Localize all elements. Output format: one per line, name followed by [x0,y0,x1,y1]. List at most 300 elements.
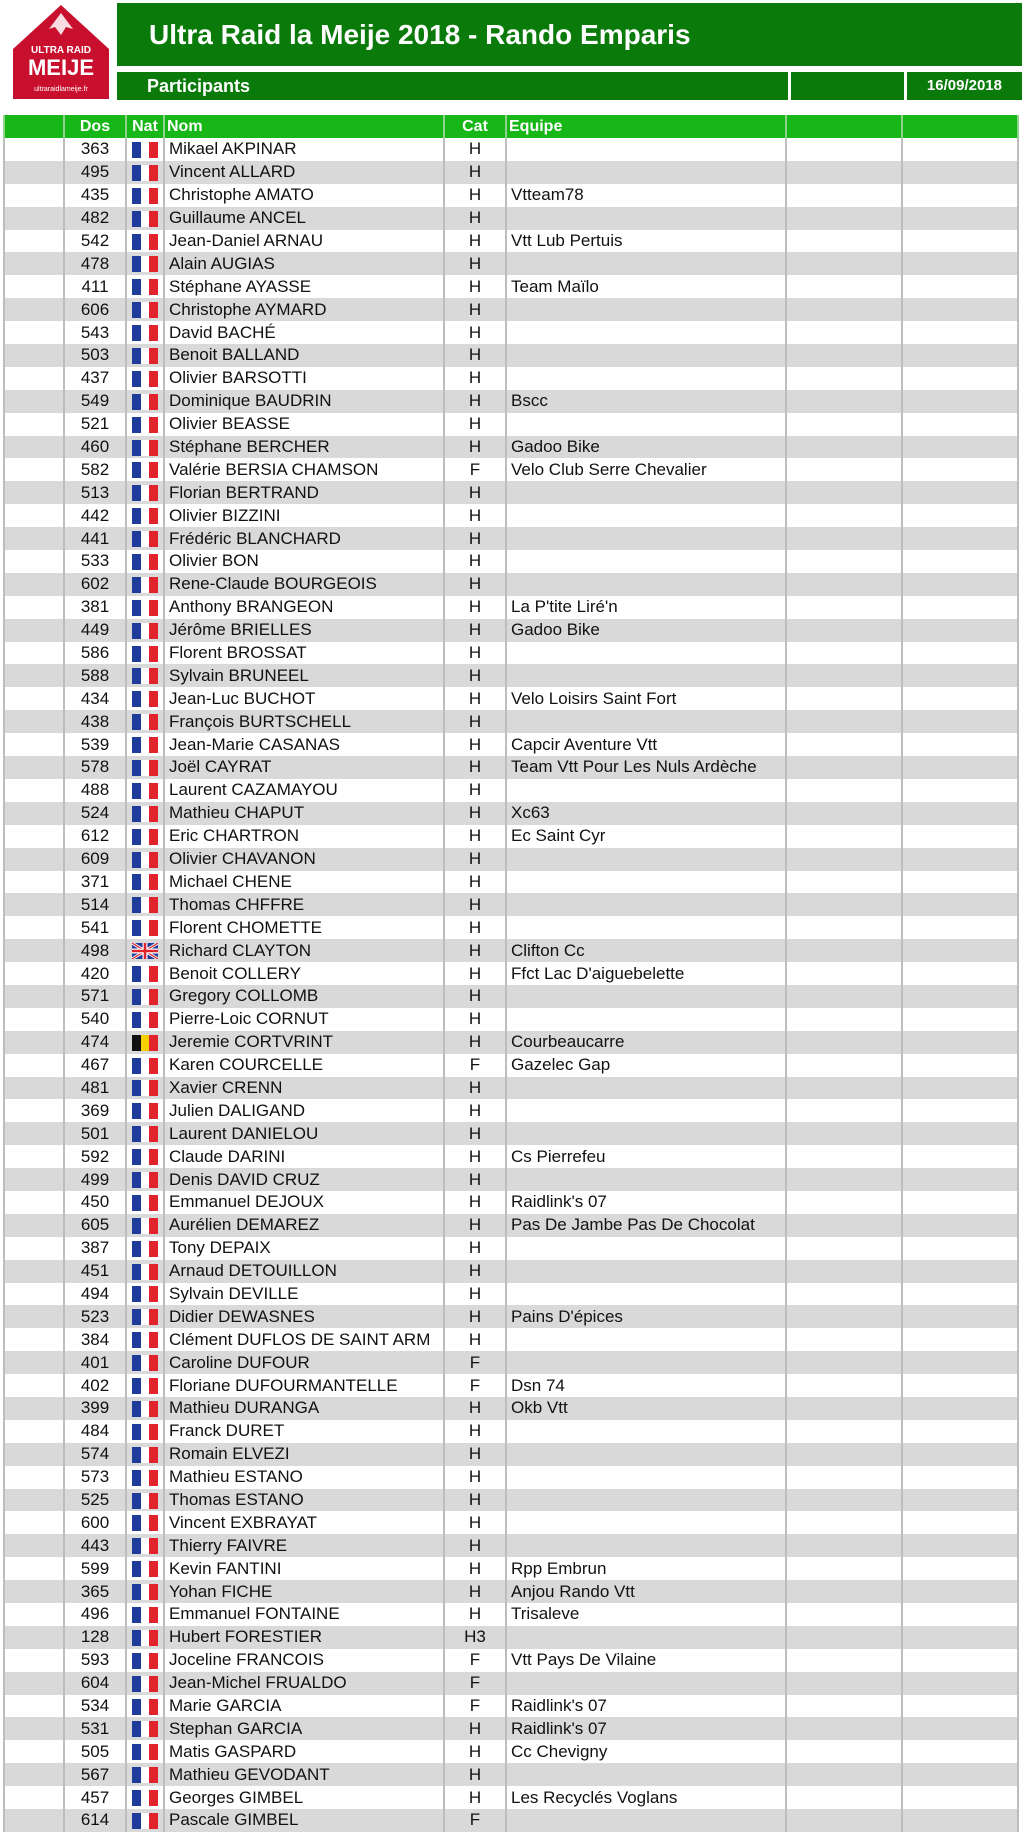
flag-fra-icon [132,1149,158,1165]
row-nom: Romain ELVEZI [164,1443,444,1466]
flag-fra-icon [132,1744,158,1760]
row-dos: 505 [64,1740,126,1763]
row-blank [4,1626,64,1649]
row-dos: 460 [64,436,126,459]
row-blank [4,733,64,756]
row-cat: F [444,1054,506,1077]
row-equipe [506,779,786,802]
row-nom: Didier DEWASNES [164,1305,444,1328]
row-nat [126,1603,164,1626]
row-nat [126,481,164,504]
row-nat [126,504,164,527]
row-blank [4,230,64,253]
row-dos: 543 [64,321,126,344]
row-blank-3 [902,1740,1018,1763]
row-blank-2 [786,1786,902,1809]
flag-bel-icon [132,1035,158,1051]
row-nom: Anthony BRANGEON [164,596,444,619]
table-row [4,1466,1018,1489]
row-blank-3 [902,1374,1018,1397]
row-cat: H [444,252,506,275]
row-cat: H [444,1168,506,1191]
flag-fra-icon [132,966,158,982]
row-blank-3 [902,1420,1018,1443]
row-nat [126,1443,164,1466]
table-row [4,1695,1018,1718]
row-blank [4,390,64,413]
row-blank [4,1283,64,1306]
row-blank [4,1237,64,1260]
flag-fra-icon [132,1630,158,1646]
row-nat [126,1031,164,1054]
flag-fra-icon [132,1378,158,1394]
row-dos: 571 [64,985,126,1008]
row-nat [126,939,164,962]
row-nom: Pierre-Loic CORNUT [164,1008,444,1031]
table-row [4,413,1018,436]
flag-fra-icon [132,623,158,639]
row-dos: 402 [64,1374,126,1397]
row-blank [4,321,64,344]
row-nat [126,619,164,642]
row-blank-2 [786,664,902,687]
row-blank-2 [786,1031,902,1054]
row-equipe: Clifton Cc [506,939,786,962]
row-equipe [506,1008,786,1031]
row-blank-3 [902,1397,1018,1420]
flag-fra-icon [132,1538,158,1554]
table-row [4,710,1018,733]
row-dos: 450 [64,1191,126,1214]
row-blank-2 [786,504,902,527]
row-blank [4,481,64,504]
flag-fra-icon [132,989,158,1005]
flag-fra-icon [132,554,158,570]
row-nat [126,733,164,756]
table-row [4,1191,1018,1214]
row-blank-3 [902,184,1018,207]
table-row [4,298,1018,321]
row-blank-2 [786,413,902,436]
row-dos: 523 [64,1305,126,1328]
row-cat: F [444,1649,506,1672]
row-blank [4,1145,64,1168]
table-row [4,848,1018,871]
flag-fra-icon [132,1721,158,1737]
row-nom: Vincent EXBRAYAT [164,1511,444,1534]
row-blank-2 [786,481,902,504]
flag-fra-icon [132,234,158,250]
row-equipe [506,207,786,230]
table-row [4,985,1018,1008]
logo-line-3: ultraraidlameije.fr [34,86,88,93]
row-equipe: Raidlink's 07 [506,1717,786,1740]
row-nat [126,161,164,184]
flag-fra-icon [132,920,158,936]
row-cat: H [444,1489,506,1512]
row-cat: H [444,779,506,802]
row-cat: H [444,802,506,825]
table-row [4,1374,1018,1397]
row-equipe: Trisaleve [506,1603,786,1626]
row-dos: 539 [64,733,126,756]
table-row [4,275,1018,298]
row-blank-3 [902,298,1018,321]
row-nat [126,344,164,367]
row-blank-3 [902,893,1018,916]
row-nom: Jeremie CORTVRINT [164,1031,444,1054]
row-blank-2 [786,550,902,573]
flag-fra-icon [132,1493,158,1509]
row-cat: H [444,664,506,687]
table-row [4,1603,1018,1626]
flag-fra-icon [132,348,158,364]
row-blank [4,1305,64,1328]
row-dos: 593 [64,1649,126,1672]
row-nat [126,756,164,779]
row-blank [4,275,64,298]
row-nat [126,1122,164,1145]
row-blank-3 [902,687,1018,710]
flag-fra-icon [132,1286,158,1302]
row-cat: F [444,1672,506,1695]
col-blank-3 [902,115,1018,138]
row-nat [126,1466,164,1489]
table-row [4,779,1018,802]
row-dos: 582 [64,458,126,481]
row-cat: H [444,1580,506,1603]
row-blank [4,1397,64,1420]
row-dos: 498 [64,939,126,962]
table-row [4,619,1018,642]
table-row [4,596,1018,619]
row-blank-2 [786,1351,902,1374]
row-nom: Denis DAVID CRUZ [164,1168,444,1191]
flag-fra-icon [132,1699,158,1715]
row-blank-3 [902,1466,1018,1489]
row-blank-2 [786,687,902,710]
row-nom: Yohan FICHE [164,1580,444,1603]
row-blank-3 [902,733,1018,756]
row-dos: 574 [64,1443,126,1466]
row-equipe: Team Vtt Pour Les Nuls Ardèche [506,756,786,779]
row-blank [4,642,64,665]
row-blank [4,985,64,1008]
row-blank-3 [902,1763,1018,1786]
row-cat: H [444,1328,506,1351]
row-equipe [506,138,786,161]
row-blank-2 [786,1008,902,1031]
flag-fra-icon [132,1584,158,1600]
flag-fra-icon [132,1195,158,1211]
row-equipe [506,1420,786,1443]
table-row [4,1443,1018,1466]
table-row [4,916,1018,939]
flag-fra-icon [132,691,158,707]
event-logo [11,3,111,103]
row-blank [4,527,64,550]
flag-fra-icon [132,417,158,433]
row-nom: Claude DARINI [164,1145,444,1168]
row-cat: H [444,230,506,253]
row-nat [126,230,164,253]
row-nat [126,802,164,825]
row-nat [126,573,164,596]
row-blank-3 [902,436,1018,459]
row-nom: Mathieu GEVODANT [164,1763,444,1786]
table-row [4,1054,1018,1077]
row-nom: Jean-Luc BUCHOT [164,687,444,710]
table-row [4,1283,1018,1306]
row-cat: H [444,596,506,619]
row-equipe [506,298,786,321]
row-nom: Karen COURCELLE [164,1054,444,1077]
table-row [4,1626,1018,1649]
row-cat: H [444,1740,506,1763]
row-cat: H [444,527,506,550]
flag-fra-icon [132,371,158,387]
row-blank-3 [902,1054,1018,1077]
row-blank-2 [786,1740,902,1763]
row-blank-2 [786,207,902,230]
row-blank [4,413,64,436]
row-dos: 369 [64,1099,126,1122]
row-dos: 437 [64,367,126,390]
row-nat [126,1077,164,1100]
row-nom: Benoit COLLERY [164,962,444,985]
row-blank-3 [902,848,1018,871]
row-blank-3 [902,1489,1018,1512]
row-blank-2 [786,184,902,207]
row-nat [126,596,164,619]
row-dos: 503 [64,344,126,367]
flag-fra-icon [132,1012,158,1028]
row-cat: F [444,458,506,481]
row-dos: 441 [64,527,126,550]
table-row [4,321,1018,344]
row-nom: Pascale GIMBEL [164,1809,444,1832]
row-blank [4,1031,64,1054]
event-date: 16/09/2018 [907,72,1022,100]
row-cat: H [444,184,506,207]
table-row [4,802,1018,825]
row-nom: Sylvain BRUNEEL [164,664,444,687]
row-equipe [506,1626,786,1649]
row-nom: Stephan GARCIA [164,1717,444,1740]
row-equipe [506,344,786,367]
row-nom: Mathieu ESTANO [164,1466,444,1489]
row-blank [4,664,64,687]
row-blank-3 [902,1008,1018,1031]
row-equipe [506,367,786,390]
row-blank-3 [902,1351,1018,1374]
table-row [4,184,1018,207]
table-row [4,642,1018,665]
row-equipe: Vtteam78 [506,184,786,207]
row-blank-2 [786,916,902,939]
row-equipe: Gadoo Bike [506,436,786,459]
row-nom: Mathieu DURANGA [164,1397,444,1420]
row-nom: Mathieu CHAPUT [164,802,444,825]
flag-fra-icon [132,1332,158,1348]
row-cat: H [444,1557,506,1580]
row-nat [126,367,164,390]
row-dos: 449 [64,619,126,642]
row-blank [4,1786,64,1809]
row-nom: Jean-Marie CASANAS [164,733,444,756]
row-blank [4,916,64,939]
row-equipe: Gadoo Bike [506,619,786,642]
table-row [4,1168,1018,1191]
table-row [4,1031,1018,1054]
row-cat: H [444,413,506,436]
row-nom: Emmanuel FONTAINE [164,1603,444,1626]
col-blank-2 [786,115,902,138]
row-dos: 573 [64,1466,126,1489]
flag-fra-icon [132,394,158,410]
row-cat: H [444,1443,506,1466]
row-nom: Olivier CHAVANON [164,848,444,871]
table-row [4,527,1018,550]
row-blank-2 [786,1489,902,1512]
flag-fra-icon [132,1676,158,1692]
row-cat: F [444,1809,506,1832]
row-cat: H [444,573,506,596]
row-blank-3 [902,161,1018,184]
row-equipe: Ec Saint Cyr [506,825,786,848]
row-equipe: Vtt Pays De Vilaine [506,1649,786,1672]
row-dos: 365 [64,1580,126,1603]
row-equipe: Team Maïlo [506,275,786,298]
flag-fra-icon [132,852,158,868]
row-blank [4,1168,64,1191]
table-row [4,1809,1018,1832]
row-dos: 609 [64,848,126,871]
row-nom: Clément DUFLOS DE SAINT ARM [164,1328,444,1351]
row-blank-3 [902,550,1018,573]
row-blank-2 [786,1305,902,1328]
row-blank-3 [902,985,1018,1008]
table-row [4,1260,1018,1283]
row-dos: 521 [64,413,126,436]
row-blank-2 [786,1466,902,1489]
flag-fra-icon [132,646,158,662]
table-row [4,939,1018,962]
row-blank-2 [786,825,902,848]
row-blank [4,939,64,962]
row-dos: 401 [64,1351,126,1374]
row-dos: 541 [64,916,126,939]
row-blank [4,710,64,733]
row-dos: 381 [64,596,126,619]
flag-fra-icon [132,508,158,524]
row-nat [126,321,164,344]
row-blank-2 [786,1626,902,1649]
row-equipe [506,1168,786,1191]
row-equipe [506,1489,786,1512]
row-blank-2 [786,1237,902,1260]
row-cat: H [444,642,506,665]
row-blank-2 [786,1511,902,1534]
row-nom: Hubert FORESTIER [164,1626,444,1649]
row-blank-2 [786,1534,902,1557]
row-cat: H [444,825,506,848]
row-blank-2 [786,642,902,665]
row-nom: Caroline DUFOUR [164,1351,444,1374]
table-row [4,1145,1018,1168]
row-equipe: Cc Chevigny [506,1740,786,1763]
row-dos: 514 [64,893,126,916]
row-nat [126,779,164,802]
flag-fra-icon [132,1607,158,1623]
row-dos: 499 [64,1168,126,1191]
row-blank-3 [902,1122,1018,1145]
row-blank-2 [786,367,902,390]
flag-fra-icon [132,325,158,341]
row-blank-2 [786,1328,902,1351]
row-cat: F [444,1695,506,1718]
row-blank-2 [786,596,902,619]
row-blank-3 [902,1695,1018,1718]
row-blank-3 [902,1443,1018,1466]
row-blank [4,1580,64,1603]
row-nat [126,527,164,550]
row-blank-2 [786,458,902,481]
flag-fra-icon [132,1447,158,1463]
row-blank [4,1649,64,1672]
row-blank-2 [786,1191,902,1214]
row-blank-3 [902,504,1018,527]
row-blank [4,1695,64,1718]
row-dos: 578 [64,756,126,779]
row-equipe: La P'tite Liré'n [506,596,786,619]
row-blank-2 [786,344,902,367]
row-equipe: Pas De Jambe Pas De Chocolat [506,1214,786,1237]
row-equipe [506,1443,786,1466]
flag-fra-icon [132,1309,158,1325]
row-nat [126,1489,164,1512]
row-nat [126,1626,164,1649]
row-nom: Olivier BON [164,550,444,573]
row-nom: Laurent DANIELOU [164,1122,444,1145]
row-blank-3 [902,367,1018,390]
flag-fra-icon [132,1080,158,1096]
page-title: Ultra Raid la Meije 2018 - Rando Emparis [117,3,1022,66]
row-blank-2 [786,939,902,962]
row-nom: Matis GASPARD [164,1740,444,1763]
row-blank-3 [902,1237,1018,1260]
row-cat: H [444,1466,506,1489]
row-dos: 474 [64,1031,126,1054]
row-blank-3 [902,619,1018,642]
row-nom: Joceline FRANCOIS [164,1649,444,1672]
flag-fra-icon [132,1470,158,1486]
row-nom: Floriane DUFOURMANTELLE [164,1374,444,1397]
row-nom: Emmanuel DEJOUX [164,1191,444,1214]
row-cat: H [444,1008,506,1031]
row-nom: Stéphane AYASSE [164,275,444,298]
row-nom: Tony DEPAIX [164,1237,444,1260]
row-equipe: Vtt Lub Pertuis [506,230,786,253]
row-nom: Alain AUGIAS [164,252,444,275]
row-equipe [506,893,786,916]
row-cat: H [444,1305,506,1328]
table-row [4,664,1018,687]
row-nom: Frédéric BLANCHARD [164,527,444,550]
row-blank-3 [902,1214,1018,1237]
row-cat: H [444,1191,506,1214]
row-blank [4,1672,64,1695]
